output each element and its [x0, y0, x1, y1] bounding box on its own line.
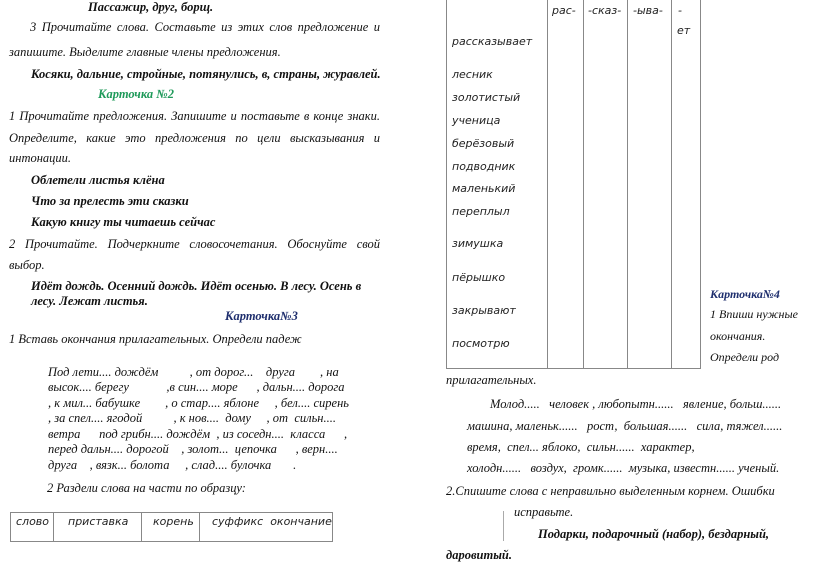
morph-word: ученица: [452, 114, 501, 127]
sentence-1: Облетели листья клёна: [31, 173, 165, 187]
card4-task2-line1: 2.Спишите слова с неправильно выделенным корнем. Ошибки: [446, 484, 775, 498]
text-cursor-bar: [503, 511, 504, 541]
card3-title: Карточка№3: [225, 309, 298, 323]
morph-word: переплыл: [452, 205, 510, 218]
exercise-line: ветра под грибн.... дождём , из соседн.... класса ,: [48, 426, 348, 441]
card4-task1-line2: окончания.: [710, 329, 766, 343]
sentence-2: Что за прелесть эти сказки: [31, 194, 189, 208]
parts-header-root: корень: [153, 515, 194, 528]
morph-word: рассказывает: [452, 35, 533, 48]
exercise-line: друга , вязк... болота , слад.... булочка .: [48, 457, 297, 472]
card4-task1-line1: 1 Впиши нужные: [710, 307, 798, 321]
card4-exercise-line: холодн...... воздух, громк...... музыка, известн...... ученый.: [467, 461, 780, 475]
exercise-line: , к мил... бабушке , о стар.... яблоне , бел.... сирень: [48, 395, 349, 410]
morph-word: золотистый: [452, 91, 521, 104]
exercise-line: Под лети.... дождём , от дорог... друга , на: [48, 364, 339, 379]
parts-header-word: слово: [16, 515, 50, 528]
morph-root: -сказ-: [588, 4, 622, 17]
card3-task2: 2 Раздели слова на части по образцу:: [47, 481, 246, 495]
card3-exercise: [48, 349, 349, 489]
task3-line1: 3 Прочитайте слова. Составьте из этих слов предложение и: [30, 20, 380, 34]
card2-task1-line2: Определите, какие это предложения по цели высказывания и: [9, 131, 380, 145]
morph-dash: -: [678, 4, 682, 17]
morph-word: маленький: [452, 182, 516, 195]
sentence-3: Какую книгу ты читаешь сейчас: [31, 215, 216, 229]
card4-exercise-line: Молод..... человек , любопытн...... явление, больш......: [490, 397, 782, 411]
card2-task2-line2: выбор.: [9, 258, 45, 272]
morph-prefix: рас-: [552, 4, 576, 17]
card4-task1-line3: Определи род: [710, 350, 780, 364]
card4-task2-words-line1: Подарки, подарочный (набор), бездарный,: [538, 527, 770, 541]
parts-header-suffix-ending: суффикс окончание: [212, 515, 332, 528]
card2-task2-line1: 2 Прочитайте. Подчеркните словосочетания. Обоснуйте свой: [9, 237, 380, 251]
task3-words: Косяки, дальние, стройные, потянулись, в, страны, журавлей.: [31, 67, 381, 81]
top-line: Пассажир, друг, борщ.: [88, 0, 214, 14]
card4-task2-line2: исправьте.: [514, 505, 574, 519]
morph-word: подводник: [452, 160, 516, 173]
card2-task2-text-line2: лесу. Лежат листья.: [31, 294, 148, 308]
morph-word: закрывают: [452, 304, 516, 317]
morph-word: зимушка: [452, 237, 504, 250]
morph-suffix: -ыва-: [633, 4, 663, 17]
card4-exercise-line: время, спел... яблоко, сильн...... характер,: [467, 440, 695, 454]
morph-word: берёзовый: [452, 137, 515, 150]
card4-title: Карточка№4: [710, 287, 780, 301]
card4-task2-words-line2: даровитый.: [446, 548, 512, 562]
morph-word: пёрышко: [452, 271, 506, 284]
card2-task1-line1: 1 Прочитайте предложения. Запишите и поставьте в конце знаки.: [9, 109, 380, 123]
card2-task1-line3: интонации.: [9, 151, 72, 165]
morph-word: посмотрю: [452, 337, 510, 350]
card2-task2-text-line1: Идёт дождь. Осенний дождь. Идёт осенью. В лесу. Осень в: [31, 279, 362, 293]
card4-task1-cont: прилагательных.: [446, 373, 537, 387]
morph-word: лесник: [452, 68, 493, 81]
task3-line2: запишите. Выделите главные члены предложения.: [9, 45, 281, 59]
parts-header-prefix: приставка: [68, 515, 129, 528]
morph-ending: ет: [677, 24, 691, 37]
exercise-line: перед дальн.... дорогой , золот... цепочка , верн....: [48, 442, 338, 456]
card4-exercise-line: машина, маленьк...... рост, большая...... сила, тяжел......: [467, 419, 783, 433]
exercise-line: , за спел.... ягодой , к нов.... дому , от сильн....: [48, 411, 336, 425]
card2-title: Карточка №2: [98, 87, 174, 101]
exercise-line: высок.... берегу ,в син.... море , дальн.... дорога: [48, 380, 345, 394]
card3-task1: 1 Вставь окончания прилагательных. Определи падеж: [9, 332, 302, 346]
